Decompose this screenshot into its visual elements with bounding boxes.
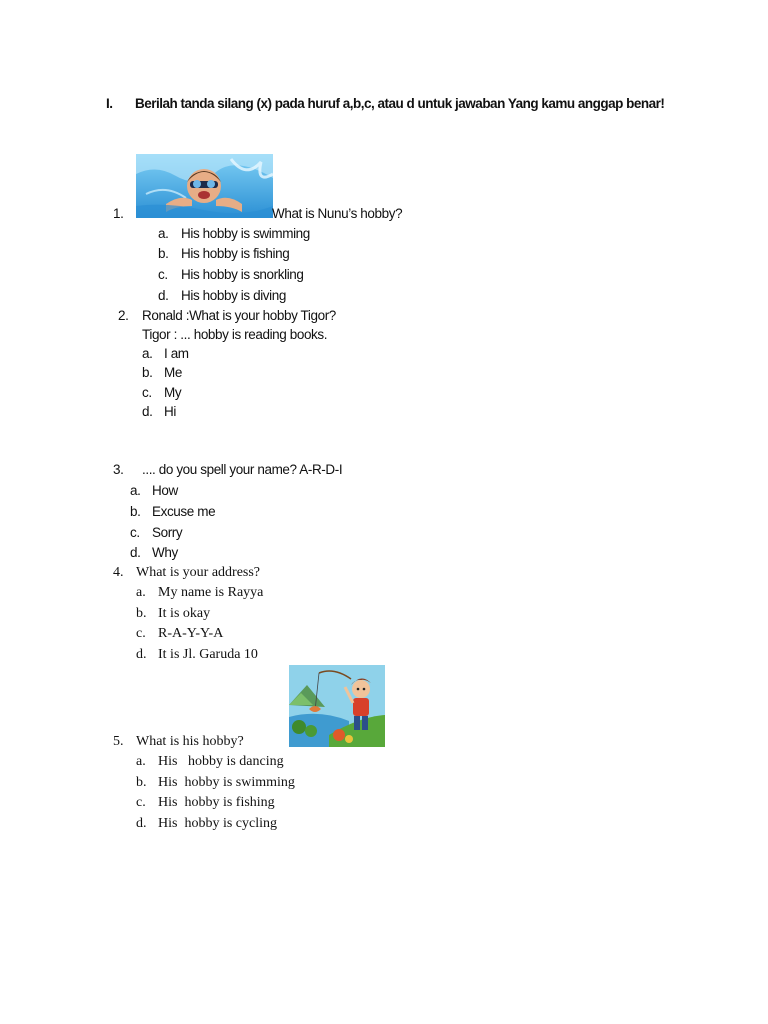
q1-option-a-letter: a. bbox=[158, 226, 169, 241]
q4-option-b-text: It is okay bbox=[158, 606, 211, 621]
q3-option-c-text: Sorry bbox=[152, 525, 183, 540]
q5-option-a-letter: a. bbox=[136, 754, 146, 769]
instruction-text: Berilah tanda silang (x) pada huruf a,b,c, atau d untuk jawaban Yang kamu anggap benar! bbox=[135, 96, 665, 111]
q3-option-c-letter: c. bbox=[130, 525, 140, 540]
q2-option-d-letter: d. bbox=[142, 404, 153, 419]
q5-option-b-letter: b. bbox=[136, 775, 147, 790]
question-1-text: What is Nunu’s hobby? bbox=[272, 206, 403, 221]
q4-option-c-letter: c. bbox=[136, 626, 146, 641]
q1-option-d-text: His hobby is diving bbox=[181, 288, 286, 303]
q3-option-b-text: Excuse me bbox=[152, 504, 216, 519]
fishing-boy-illustration bbox=[289, 665, 385, 747]
q2-option-a-text: I am bbox=[164, 346, 189, 361]
q1-option-b-letter: b. bbox=[158, 246, 169, 261]
q2-option-c-text: My bbox=[164, 385, 182, 400]
q3-option-b-letter: b. bbox=[130, 504, 141, 519]
question-5-number: 5. bbox=[113, 734, 124, 749]
q3-option-a-letter: a. bbox=[130, 483, 141, 498]
q5-option-d-text: His hobby is cycling bbox=[158, 816, 277, 831]
q4-option-a-text: My name is Rayya bbox=[158, 585, 264, 600]
q4-option-c-text: R-A-Y-Y-A bbox=[158, 626, 224, 641]
question-3-text: .... do you spell your name? A-R-D-I bbox=[142, 462, 343, 477]
q3-option-d-letter: d. bbox=[130, 545, 141, 560]
question-3-number: 3. bbox=[113, 462, 124, 477]
q5-option-a-text: His hobby is dancing bbox=[158, 754, 284, 769]
q1-option-c-letter: c. bbox=[158, 267, 168, 282]
q4-option-a-letter: a. bbox=[136, 585, 146, 600]
q2-option-d-text: Hi bbox=[164, 404, 176, 419]
q5-option-b-text: His hobby is swimming bbox=[158, 775, 295, 790]
q1-option-a-text: His hobby is swimming bbox=[181, 226, 310, 241]
question-5-text: What is his hobby? bbox=[136, 734, 244, 749]
section-number: I. bbox=[106, 96, 113, 111]
q1-option-c-text: His hobby is snorkling bbox=[181, 267, 304, 282]
question-2-number: 2. bbox=[118, 308, 129, 323]
q5-option-c-text: His hobby is fishing bbox=[158, 795, 275, 810]
q2-option-b-text: Me bbox=[164, 365, 182, 380]
q4-option-b-letter: b. bbox=[136, 606, 147, 621]
q4-option-d-letter: d. bbox=[136, 647, 147, 662]
question-1-number: 1. bbox=[113, 206, 124, 221]
q1-option-d-letter: d. bbox=[158, 288, 169, 303]
q2-option-c-letter: c. bbox=[142, 385, 152, 400]
q4-option-d-text: It is Jl. Garuda 10 bbox=[158, 647, 258, 662]
q5-option-d-letter: d. bbox=[136, 816, 147, 831]
q2-option-b-letter: b. bbox=[142, 365, 153, 380]
q2-option-a-letter: a. bbox=[142, 346, 153, 361]
question-2-text-line2: Tigor : ... hobby is reading books. bbox=[142, 327, 328, 342]
question-2-text: Ronald :What is your hobby Tigor? bbox=[142, 308, 336, 323]
q1-option-b-text: His hobby is fishing bbox=[181, 246, 290, 261]
q3-option-a-text: How bbox=[152, 483, 178, 498]
swimmer-photo bbox=[136, 154, 273, 218]
q3-option-d-text: Why bbox=[152, 545, 178, 560]
q5-option-c-letter: c. bbox=[136, 795, 146, 810]
question-4-text: What is your address? bbox=[136, 565, 261, 580]
question-4-number: 4. bbox=[113, 565, 124, 580]
